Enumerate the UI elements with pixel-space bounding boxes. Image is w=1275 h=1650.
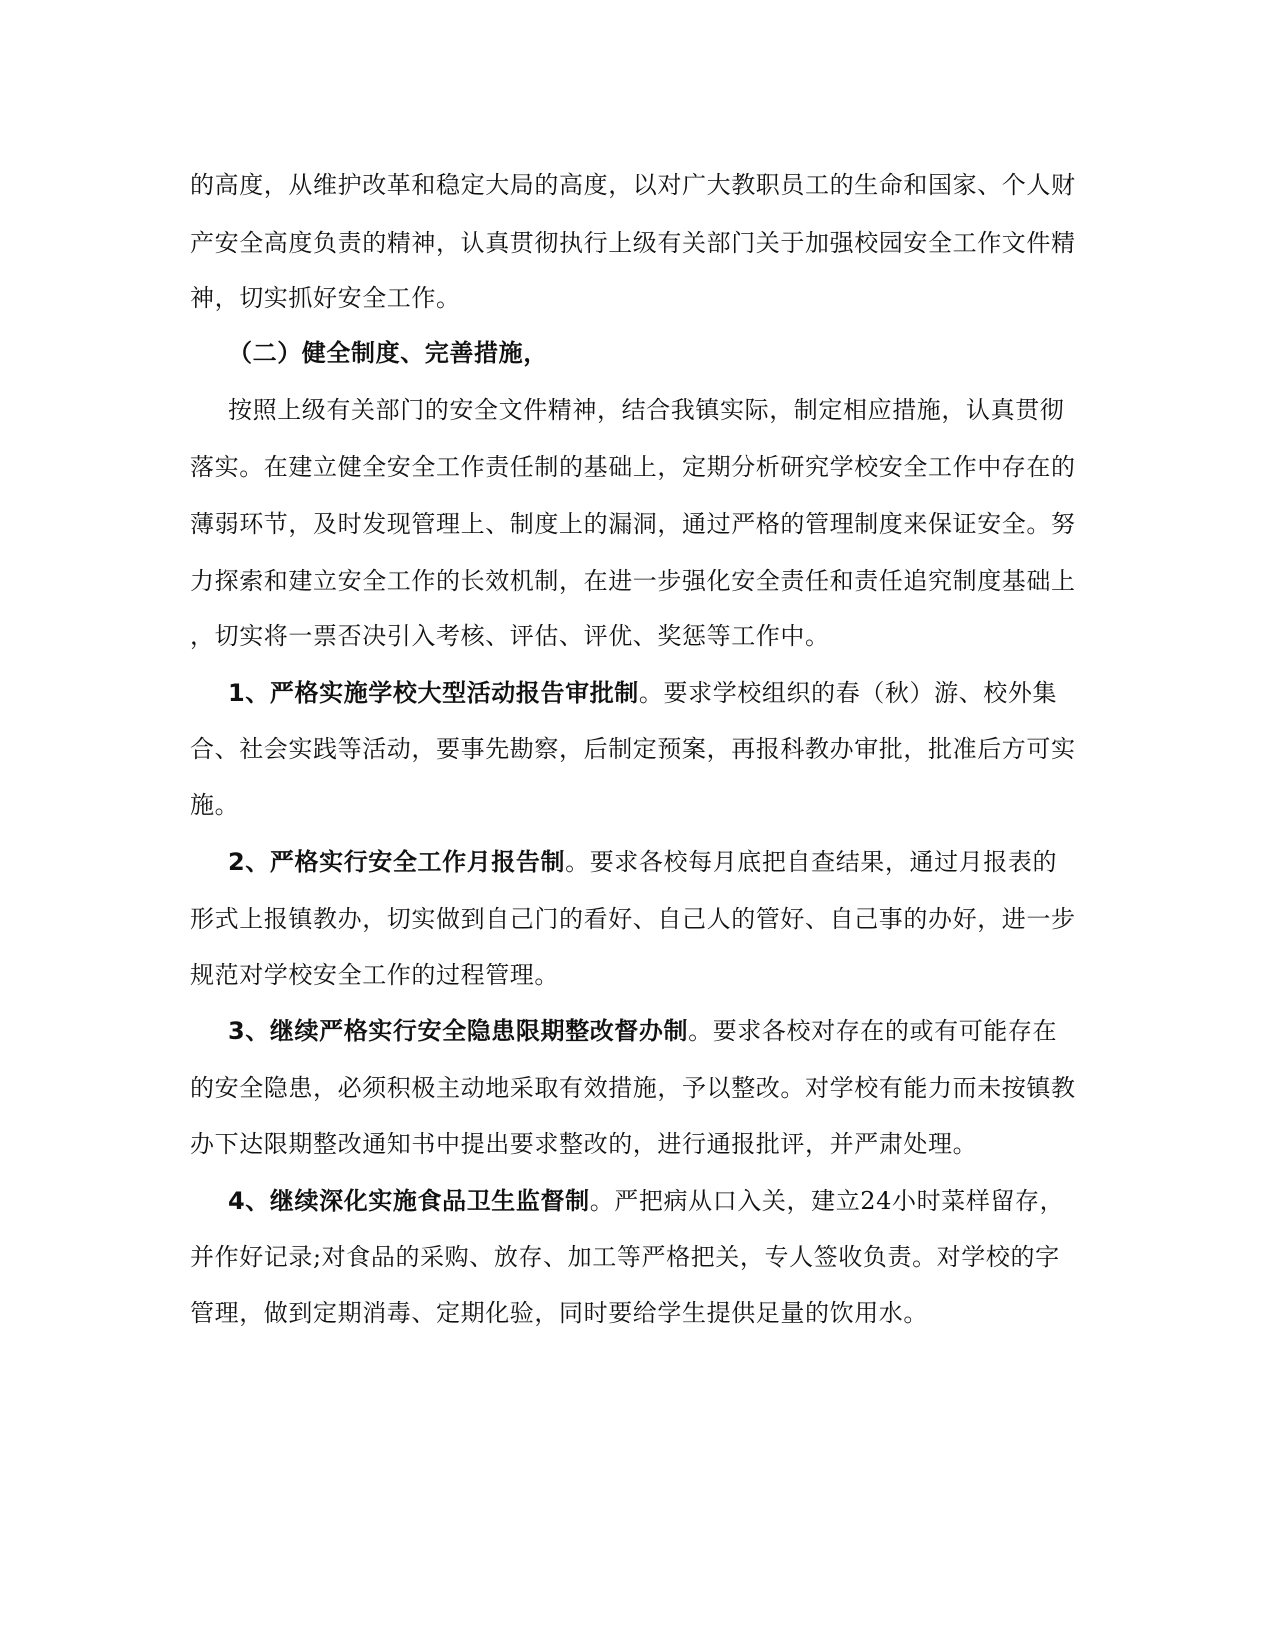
paragraph-line: 施。 xyxy=(190,791,240,819)
item-4-line xyxy=(228,1186,1128,1216)
paragraph-line: 的高度，从维护改革和稳定大局的高度，以对广大教职员工的生命和国家、个人财 xyxy=(190,171,1076,199)
paragraph-line: 规范对学校安全工作的过程管理。 xyxy=(190,961,559,989)
paragraph-line: 落实。在建立健全安全工作责任制的基础上，定期分析研究学校安全工作中存在的 xyxy=(190,453,1076,481)
paragraph-line: 神，切实抓好安全工作。 xyxy=(190,284,461,312)
paragraph-line: 的安全隐患，必须积极主动地采取有效措施，予以整改。对学校有能力而未按镇教 xyxy=(190,1074,1076,1102)
paragraph-line: 产安全高度负责的精神，认真贯彻执行上级有关部门关于加强校园安全工作文件精 xyxy=(190,229,1076,257)
item-2-text: 。要求各校每月底把自查结果，通过月报表的 xyxy=(565,848,1058,876)
paragraph-line: ，切实将一票否决引入考核、评估、评优、奖惩等工作中。 xyxy=(190,622,830,650)
paragraph-line: 管理，做到定期消毒、定期化验，同时要给学生提供足量的饮用水。 xyxy=(190,1299,928,1327)
paragraph-line: 形式上报镇教办，切实做到自己门的看好、自己人的管好、自己事的办好，进一步 xyxy=(190,905,1076,933)
item-3-line xyxy=(228,1016,1128,1046)
paragraph-line: 办下达限期整改通知书中提出要求整改的，进行通报批评，并严肃处理。 xyxy=(190,1130,978,1158)
section-heading: （二）健全制度、完善措施， xyxy=(228,339,548,367)
paragraph-line: 薄弱环节，及时发现管理上、制度上的漏洞，通过严格的管理制度来保证安全。努 xyxy=(190,510,1076,538)
item-2-line xyxy=(228,847,1128,877)
item-1-heading: 1、严格实施学校大型活动报告审批制 xyxy=(228,679,639,707)
paragraph-line: 并作好记录;对食品的采购、放存、加工等严格把关，专人签收负责。对学校的字 xyxy=(190,1243,1060,1271)
item-4-heading: 4、继续深化实施食品卫生监督制 xyxy=(228,1187,590,1215)
item-3-heading: 3、继续严格实行安全隐患限期整改督办制 xyxy=(228,1017,689,1045)
paragraph-line: 按照上级有关部门的安全文件精神，结合我镇实际，制定相应措施，认真贯彻 xyxy=(228,396,1065,424)
item-4-text: 。严把病从口入关，建立24小时菜样留存， xyxy=(589,1187,1065,1215)
item-2-heading: 2、严格实行安全工作月报告制 xyxy=(228,848,566,876)
paragraph-line: 合、社会实践等活动，要事先勘察，后制定预案，再报科教办审批，批准后方可实 xyxy=(190,735,1076,763)
item-3-text: 。要求各校对存在的或有可能存在 xyxy=(688,1017,1058,1045)
paragraph-line: 力探索和建立安全工作的长效机制，在进一步强化安全责任和责任追究制度基础上 xyxy=(190,567,1076,595)
item-1-text: 。要求学校组织的春（秋）游、校外集 xyxy=(638,679,1058,707)
item-1-line xyxy=(228,678,1128,708)
